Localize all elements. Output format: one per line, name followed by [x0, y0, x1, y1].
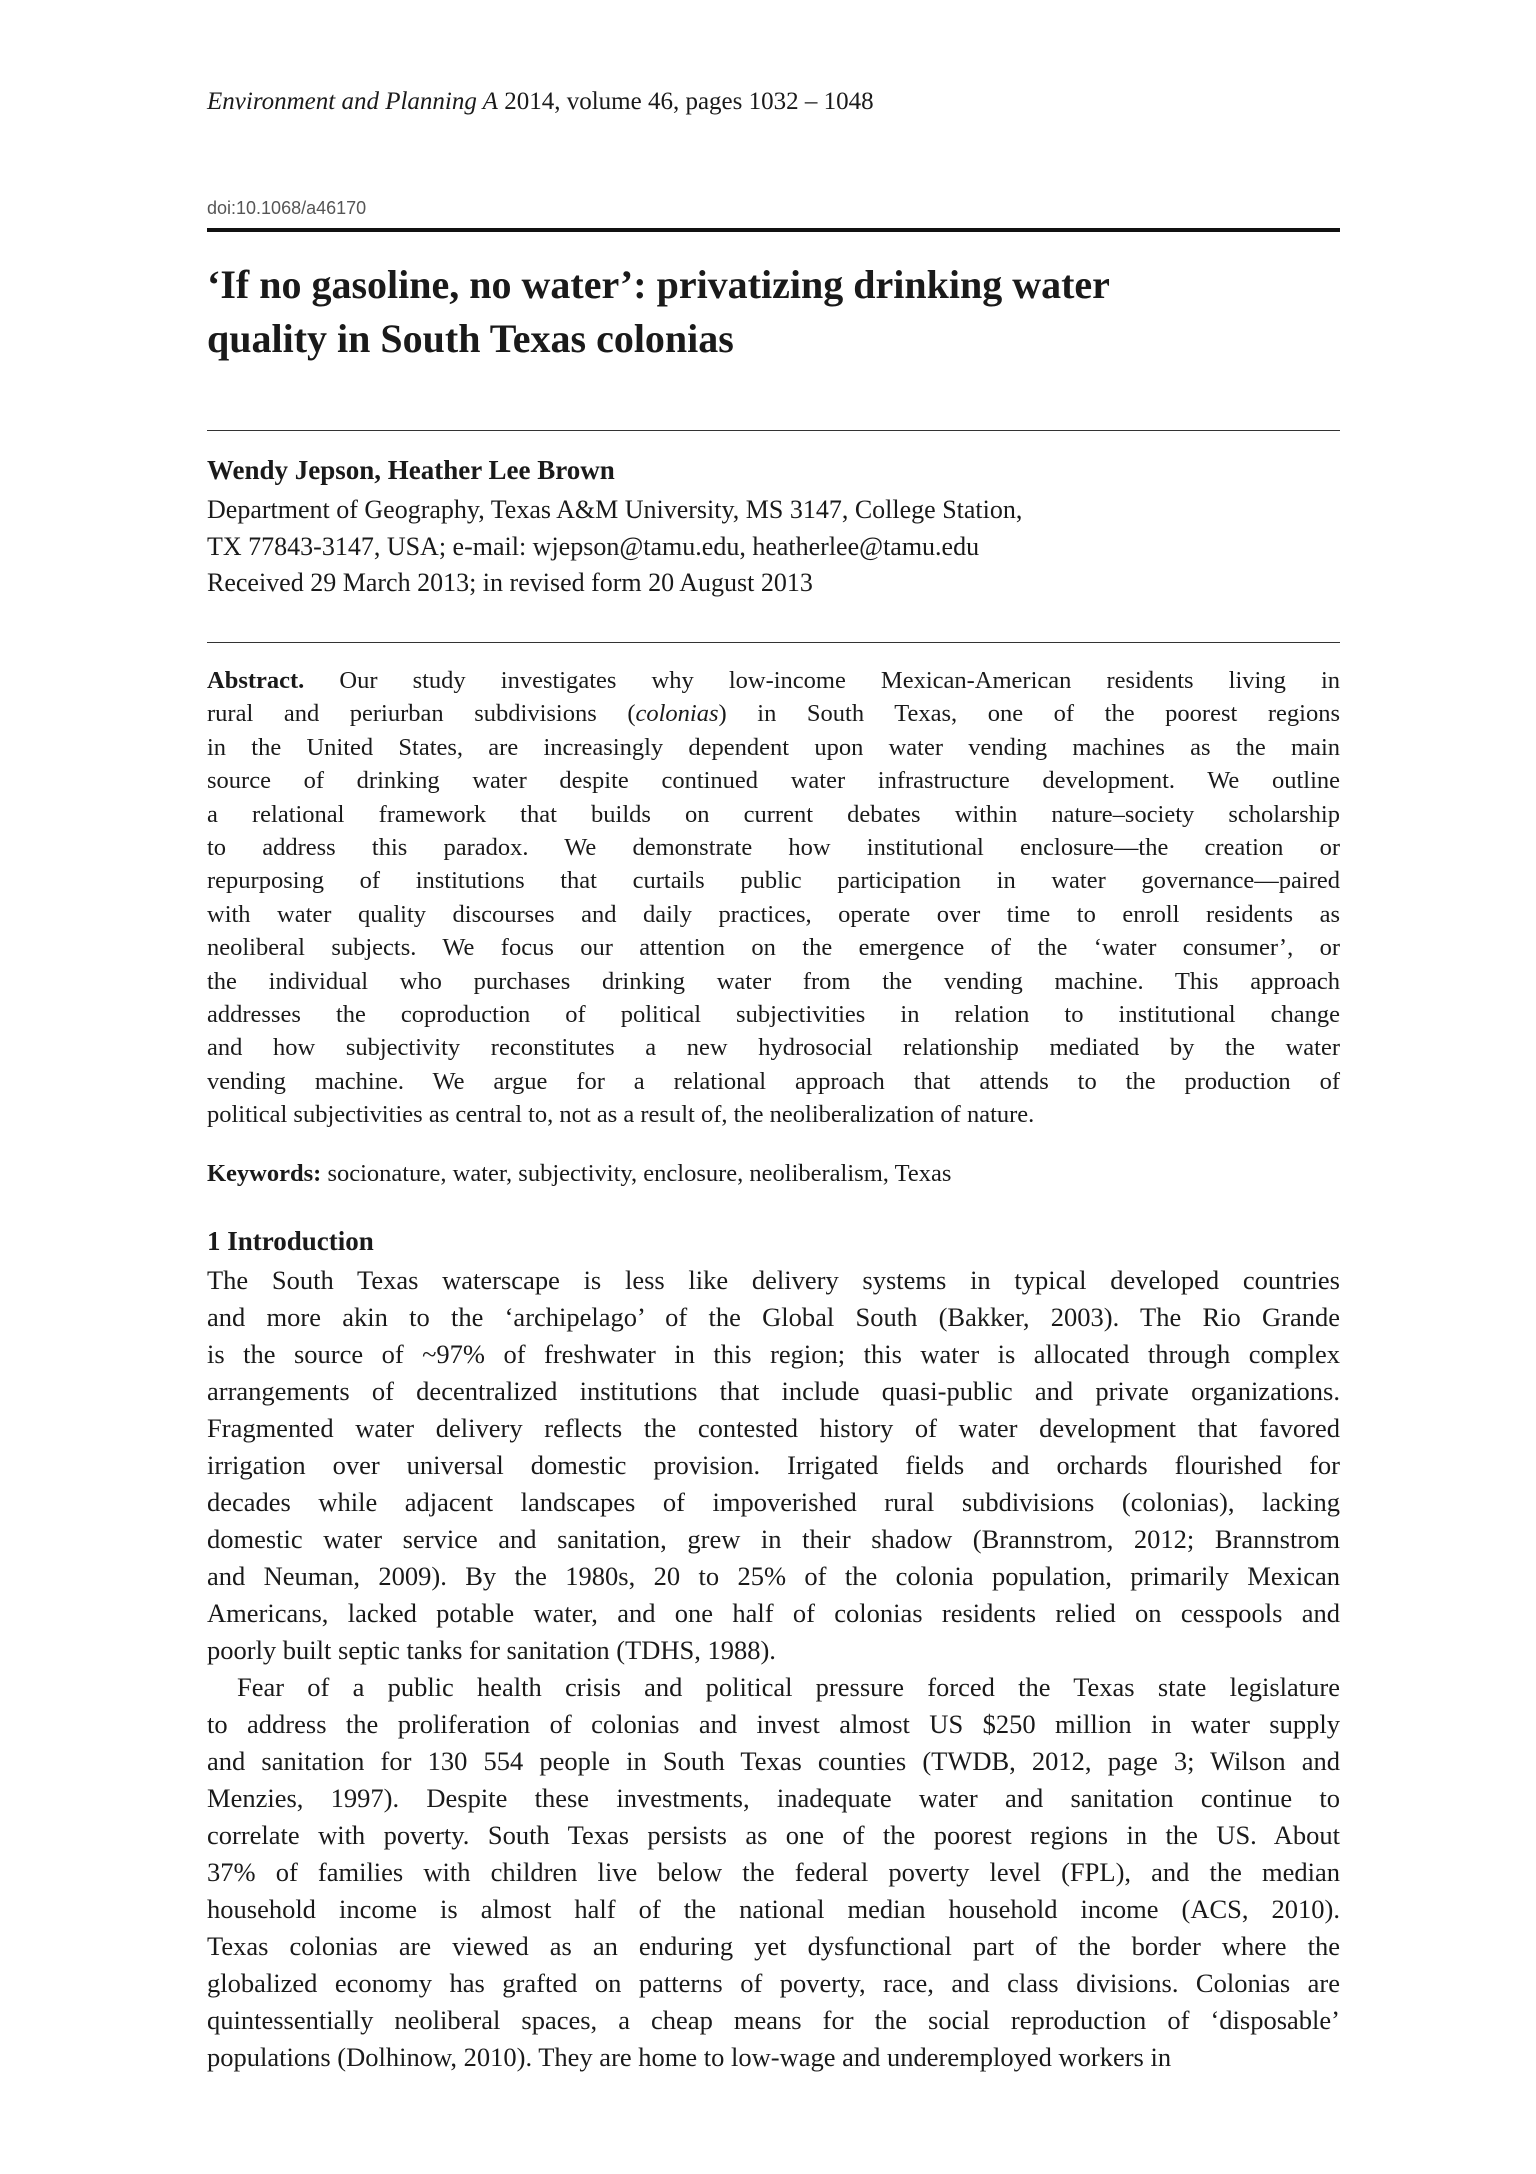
- abstract-text: Our study investigates why low-income Mexican-American residents living in: [304, 667, 1340, 694]
- abstract-line: [207, 664, 1340, 697]
- abstract-line: a relational framework that builds on current debates within nature–society scholarship: [207, 800, 1340, 828]
- body-line: household income is almost half of the national median household income (ACS, 2010).: [207, 1894, 1340, 1924]
- body-line: quintessentially neoliberal spaces, a cheap means for the social reproduction of ‘disposable’: [207, 2005, 1340, 2035]
- abstract-line: in the United States, are increasingly dependent upon water vending machines as the main: [207, 733, 1340, 761]
- abstract-italic: colonias: [635, 700, 719, 728]
- keywords-label: Keywords:: [207, 1160, 322, 1187]
- divider: [207, 642, 1340, 643]
- body-line: globalized economy has grafted on patterns of poverty, race, and class divisions. Colonias are: [207, 1968, 1340, 1998]
- body-line: Texas colonias are viewed as an enduring yet dysfunctional part of the border where the: [207, 1931, 1340, 1961]
- body-line: Menzies, 1997). Despite these investments, inadequate water and sanitation continue to: [207, 1783, 1340, 1813]
- body-text: [207, 1262, 1340, 2076]
- abstract-text: rural and periurban subdivisions (: [207, 700, 636, 728]
- body-line: is the source of ~97% of freshwater in this region; this water is allocated through complex: [207, 1339, 1340, 1369]
- citation-details: 2014, volume 46, pages 1032 – 1048: [497, 88, 874, 115]
- body-line: and sanitation for 130 554 people in South Texas counties (TWDB, 2012, page 3; Wilson and: [207, 1746, 1340, 1776]
- body-line: arrangements of decentralized institutions that include quasi-public and private organizations.: [207, 1376, 1340, 1406]
- abstract-line: with water quality discourses and daily practices, operate over time to enroll residents as: [207, 900, 1340, 928]
- abstract-line: and how subjectivity reconstitutes a new hydrosocial relationship mediated by the water: [207, 1034, 1340, 1062]
- abstract-line: source of drinking water despite continued water infrastructure development. We outline: [207, 767, 1340, 795]
- abstract-line: the individual who purchases drinking water from the vending machine. This approach: [207, 967, 1340, 995]
- body-line: irrigation over universal domestic provision. Irrigated fields and orchards flourished for: [207, 1450, 1340, 1480]
- body-line: and Neuman, 2009). By the 1980s, 20 to 25% of the colonia population, primarily Mexican: [207, 1561, 1340, 1591]
- abstract-label: Abstract.: [207, 667, 305, 694]
- body-line: The South Texas waterscape is less like delivery systems in typical developed countries: [207, 1265, 1340, 1295]
- body-line: Fear of a public health crisis and political pressure forced the Texas state legislature: [237, 1672, 1340, 1702]
- article-title: [207, 258, 1340, 366]
- doi: doi:10.1068/a46170: [207, 198, 367, 218]
- title-line: ‘If no gasoline, no water’: privatizing drinking water: [207, 262, 1110, 307]
- affiliation-line: Department of Geography, Texas A&M University, MS 3147, College Station,: [207, 495, 1023, 524]
- body-line: poorly built septic tanks for sanitation (TDHS, 1988).: [207, 1635, 776, 1665]
- abstract-line: repurposing of institutions that curtails public participation in water governance—paired: [207, 867, 1340, 895]
- abstract-line: political subjectivities as central to, not as a result of, the neoliberalization of nature.: [207, 1101, 1035, 1129]
- affiliation-line: TX 77843-3147, USA; e-mail: wjepson@tamu.edu, heatherlee@tamu.edu: [207, 531, 980, 561]
- divider: [207, 430, 1340, 431]
- abstract-line: to address this paradox. We demonstrate how institutional enclosure—the creation or: [207, 834, 1340, 862]
- abstract-line: [207, 697, 1340, 730]
- body-line: correlate with poverty. South Texas persists as one of the poorest regions in the US. About: [207, 1820, 1340, 1850]
- abstract: [207, 664, 1340, 1132]
- received-dates: Received 29 March 2013; in revised form 20 August 2013: [207, 568, 813, 597]
- abstract-line: addresses the coproduction of political subjectivities in relation to institutional change: [207, 1001, 1340, 1029]
- keywords-text: socionature, water, subjectivity, enclosure, neoliberalism, Texas: [321, 1160, 952, 1187]
- abstract-line: neoliberal subjects. We focus our attention on the emergence of the ‘water consumer’, or: [207, 934, 1340, 962]
- body-line: Americans, lacked potable water, and one half of colonias residents relied on cesspools and: [207, 1598, 1340, 1628]
- body-line: populations (Dolhinow, 2010). They are home to low-wage and underemployed workers in: [207, 2042, 1172, 2072]
- section-heading: 1 Introduction: [207, 1226, 374, 1256]
- title-line: quality in South Texas colonias: [207, 316, 734, 361]
- journal-citation: [207, 88, 1340, 116]
- abstract-text: ) in South Texas, one of the poorest regions: [718, 700, 1340, 728]
- keywords: [207, 1160, 1340, 1188]
- body-line: domestic water service and sanitation, grew in their shadow (Brannstrom, 2012; Brannstrom: [207, 1524, 1340, 1554]
- body-line: Fragmented water delivery reflects the contested history of water development that favored: [207, 1413, 1340, 1443]
- body-line: to address the proliferation of colonias and invest almost US $250 million in water supply: [207, 1709, 1340, 1739]
- body-line: 37% of families with children live below the federal poverty level (FPL), and the median: [207, 1857, 1340, 1887]
- header-rule: [207, 228, 1340, 232]
- journal-name: Environment and Planning A: [207, 88, 498, 115]
- body-line: and more akin to the ‘archipelago’ of the Global South (Bakker, 2003). The Rio Grande: [207, 1302, 1340, 1332]
- affiliation: [207, 492, 1340, 602]
- authors: Wendy Jepson, Heather Lee Brown: [207, 455, 615, 485]
- body-line: decades while adjacent landscapes of impoverished rural subdivisions (colonias), lacking: [207, 1487, 1340, 1517]
- abstract-line: vending machine. We argue for a relational approach that attends to the production of: [207, 1067, 1340, 1095]
